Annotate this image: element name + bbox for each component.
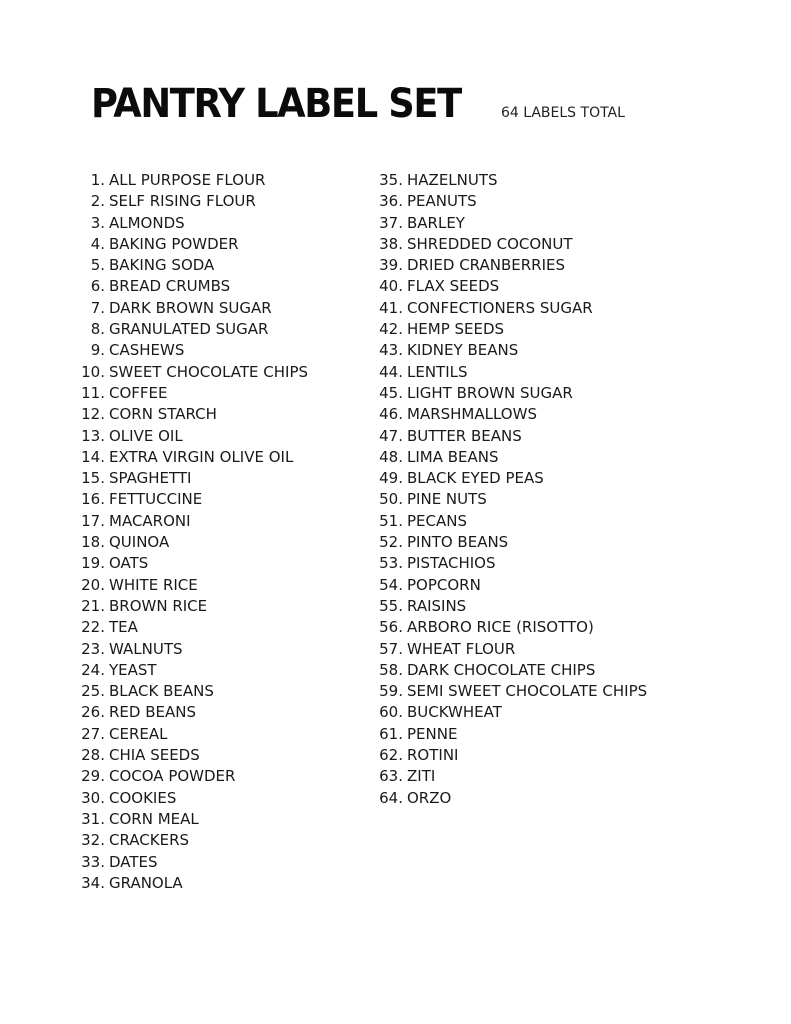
- list-item: [370, 511, 647, 532]
- item-number: 55.: [379, 596, 403, 615]
- label-count: 64 LABELS TOTAL: [500, 105, 625, 121]
- item-name: SHREDDED COCONUT: [407, 234, 573, 253]
- list-item: [72, 447, 308, 468]
- item-number: 39.: [379, 256, 403, 275]
- item-name: LIMA BEANS: [407, 447, 499, 466]
- item-number: 4.: [90, 234, 105, 253]
- item-number: 42.: [379, 320, 403, 339]
- list-item: [72, 191, 308, 212]
- item-name: LENTILS: [407, 362, 468, 381]
- list-item: [370, 532, 647, 553]
- list-item: [72, 383, 308, 404]
- item-number: 41.: [379, 298, 403, 317]
- list-item: [370, 702, 647, 723]
- item-number: 43.: [379, 341, 403, 360]
- item-name: CHIA SEEDS: [109, 746, 200, 765]
- list-item: [370, 596, 647, 617]
- item-number: 18.: [81, 533, 105, 552]
- list-item: [72, 340, 308, 361]
- item-name: HAZELNUTS: [407, 171, 498, 189]
- item-number: 46.: [379, 405, 403, 424]
- list-item: [72, 319, 308, 340]
- item-name: ZITI: [407, 767, 436, 786]
- list-item: [370, 724, 647, 745]
- item-name: BLACK EYED PEAS: [407, 469, 544, 488]
- item-name: SEMI SWEET CHOCOLATE CHIPS: [407, 682, 648, 701]
- list-item: [72, 873, 308, 894]
- list-item: [72, 745, 308, 766]
- label-list-right: [370, 170, 647, 809]
- list-item: [72, 532, 308, 553]
- item-number: 1.: [90, 171, 105, 189]
- item-name: HEMP SEEDS: [407, 320, 505, 339]
- item-name: PEANUTS: [407, 192, 477, 211]
- list-item: [370, 639, 647, 660]
- list-item: [72, 276, 308, 297]
- list-item: [370, 660, 647, 681]
- item-number: 8.: [90, 320, 105, 339]
- label-list-left: [72, 170, 308, 894]
- list-item: [370, 276, 647, 297]
- item-name: FETTUCCINE: [109, 490, 203, 509]
- item-name: WALNUTS: [109, 639, 183, 658]
- list-item: [370, 213, 647, 234]
- item-number: 10.: [81, 362, 105, 381]
- item-name: BLACK BEANS: [109, 682, 214, 701]
- item-number: 57.: [379, 639, 403, 658]
- item-number: 33.: [81, 852, 105, 871]
- item-name: MACARONI: [109, 511, 191, 530]
- item-number: 28.: [81, 746, 105, 765]
- list-item: [370, 383, 647, 404]
- list-item: [370, 617, 647, 638]
- item-name: WHEAT FLOUR: [407, 639, 516, 658]
- item-name: DARK CHOCOLATE CHIPS: [407, 660, 596, 679]
- item-name: BUCKWHEAT: [407, 703, 502, 722]
- item-name: TEA: [109, 618, 138, 637]
- item-name: PISTACHIOS: [407, 554, 496, 573]
- item-name: CASHEWS: [109, 341, 185, 360]
- item-number: 13.: [81, 426, 105, 445]
- list-item: [370, 766, 647, 787]
- item-number: 29.: [81, 767, 105, 786]
- item-name: PECANS: [407, 511, 467, 530]
- list-item: [370, 426, 647, 447]
- list-item: [370, 191, 647, 212]
- item-name: POPCORN: [407, 575, 481, 594]
- item-number: 61.: [379, 724, 403, 743]
- item-name: RED BEANS: [109, 703, 196, 722]
- list-item: [72, 681, 308, 702]
- item-name: OATS: [109, 554, 149, 573]
- item-name: BAKING SODA: [109, 256, 215, 275]
- page-title: PANTRY LABEL SET: [91, 81, 461, 127]
- list-item: [370, 788, 647, 809]
- item-number: 38.: [379, 234, 403, 253]
- item-number: 54.: [379, 575, 403, 594]
- item-name: RAISINS: [407, 596, 467, 615]
- item-number: 2.: [90, 192, 105, 211]
- item-number: 21.: [81, 596, 105, 615]
- item-name: PINTO BEANS: [407, 533, 509, 552]
- item-name: DRIED CRANBERRIES: [407, 256, 565, 275]
- list-item: [72, 553, 308, 574]
- item-number: 35.: [379, 171, 403, 189]
- item-name: SPAGHETTI: [109, 469, 192, 488]
- item-number: 31.: [81, 809, 105, 828]
- item-number: 17.: [81, 511, 105, 530]
- item-number: 45.: [379, 383, 403, 402]
- item-name: GRANULATED SUGAR: [109, 320, 269, 339]
- item-number: 23.: [81, 639, 105, 658]
- list-item: [72, 170, 308, 191]
- list-item: [72, 639, 308, 660]
- item-name: CRACKERS: [109, 831, 190, 850]
- item-number: 37.: [379, 213, 403, 232]
- item-name: ARBORO RICE (RISOTTO): [407, 618, 594, 637]
- list-item: [72, 809, 308, 830]
- item-number: 15.: [81, 469, 105, 488]
- item-name: SELF RISING FLOUR: [109, 192, 256, 211]
- item-name: BARLEY: [407, 213, 465, 232]
- item-number: 50.: [379, 490, 403, 509]
- list-item: [72, 724, 308, 745]
- list-item: [370, 447, 647, 468]
- item-name: PINE NUTS: [407, 490, 487, 509]
- item-name: ALMONDS: [109, 213, 185, 232]
- item-number: 24.: [81, 660, 105, 679]
- list-item: [72, 404, 308, 425]
- list-item: [72, 702, 308, 723]
- item-number: 62.: [379, 746, 403, 765]
- item-name: LIGHT BROWN SUGAR: [407, 383, 573, 402]
- item-number: 11.: [81, 383, 105, 402]
- item-name: WHITE RICE: [109, 575, 198, 594]
- item-name: BAKING POWDER: [109, 234, 239, 253]
- item-number: 53.: [379, 554, 403, 573]
- list-item: [72, 617, 308, 638]
- item-name: CEREAL: [109, 724, 168, 743]
- item-number: 16.: [81, 490, 105, 509]
- item-name: SWEET CHOCOLATE CHIPS: [109, 362, 309, 381]
- item-name: PENNE: [407, 724, 458, 743]
- list-item: [370, 319, 647, 340]
- item-name: YEAST: [109, 660, 157, 679]
- item-number: 22.: [81, 618, 105, 637]
- list-item: [72, 830, 308, 851]
- item-name: EXTRA VIRGIN OLIVE OIL: [109, 447, 294, 466]
- item-name: GRANOLA: [109, 873, 183, 892]
- list-item: [370, 234, 647, 255]
- item-name: CORN MEAL: [109, 809, 199, 828]
- item-name: QUINOA: [109, 533, 170, 552]
- item-number: 32.: [81, 831, 105, 850]
- item-number: 25.: [81, 682, 105, 701]
- item-number: 48.: [379, 447, 403, 466]
- list-item: [370, 255, 647, 276]
- item-number: 47.: [379, 426, 403, 445]
- list-item: [370, 404, 647, 425]
- list-item: [72, 298, 308, 319]
- list-item: [72, 362, 308, 383]
- list-item: [72, 660, 308, 681]
- item-number: 26.: [81, 703, 105, 722]
- item-name: MARSHMALLOWS: [407, 405, 537, 424]
- list-item: [370, 298, 647, 319]
- item-number: 20.: [81, 575, 105, 594]
- item-name: BUTTER BEANS: [407, 426, 522, 445]
- item-name: ORZO: [407, 788, 452, 807]
- item-number: 64.: [379, 788, 403, 807]
- list-item: [72, 234, 308, 255]
- item-number: 49.: [379, 469, 403, 488]
- list-item: [370, 745, 647, 766]
- list-item: [370, 489, 647, 510]
- item-number: 30.: [81, 788, 105, 807]
- item-number: 19.: [81, 554, 105, 573]
- item-number: 52.: [379, 533, 403, 552]
- item-name: CONFECTIONERS SUGAR: [407, 298, 593, 317]
- list-item: [370, 553, 647, 574]
- item-number: 36.: [379, 192, 403, 211]
- item-number: 63.: [379, 767, 403, 786]
- item-name: OLIVE OIL: [109, 426, 183, 445]
- item-number: 51.: [379, 511, 403, 530]
- item-name: BROWN RICE: [109, 596, 208, 615]
- item-number: 40.: [379, 277, 403, 296]
- item-number: 59.: [379, 682, 403, 701]
- item-name: COCOA POWDER: [109, 767, 236, 786]
- item-number: 27.: [81, 724, 105, 743]
- item-name: DARK BROWN SUGAR: [109, 298, 272, 317]
- list-item: [370, 170, 647, 191]
- item-number: 3.: [90, 213, 105, 232]
- item-number: 58.: [379, 660, 403, 679]
- list-item: [370, 468, 647, 489]
- list-item: [72, 426, 308, 447]
- list-item: [370, 575, 647, 596]
- list-item: [72, 255, 308, 276]
- item-number: 14.: [81, 447, 105, 466]
- item-name: COOKIES: [109, 788, 177, 807]
- list-item: [72, 766, 308, 787]
- item-name: ROTINI: [407, 746, 459, 765]
- item-name: BREAD CRUMBS: [109, 277, 231, 296]
- item-number: 7.: [90, 298, 105, 317]
- page-header: [91, 81, 625, 127]
- item-number: 12.: [81, 405, 105, 424]
- item-name: DATES: [109, 852, 158, 871]
- list-item: [72, 468, 308, 489]
- list-item: [72, 788, 308, 809]
- item-name: CORN STARCH: [109, 405, 217, 424]
- list-item: [370, 362, 647, 383]
- item-number: 6.: [90, 277, 105, 296]
- list-item: [72, 575, 308, 596]
- item-number: 34.: [81, 873, 105, 892]
- item-number: 5.: [90, 256, 105, 275]
- item-name: FLAX SEEDS: [407, 277, 500, 296]
- list-item: [370, 681, 647, 702]
- list-item: [72, 852, 308, 873]
- item-number: 9.: [90, 341, 105, 360]
- list-item: [370, 340, 647, 361]
- list-item: [72, 596, 308, 617]
- item-name: KIDNEY BEANS: [407, 341, 519, 360]
- item-name: COFFEE: [109, 383, 168, 402]
- list-item: [72, 489, 308, 510]
- list-item: [72, 511, 308, 532]
- list-item: [72, 213, 308, 234]
- item-name: ALL PURPOSE FLOUR: [109, 171, 266, 189]
- item-number: 56.: [379, 618, 403, 637]
- item-number: 44.: [379, 362, 403, 381]
- item-number: 60.: [379, 703, 403, 722]
